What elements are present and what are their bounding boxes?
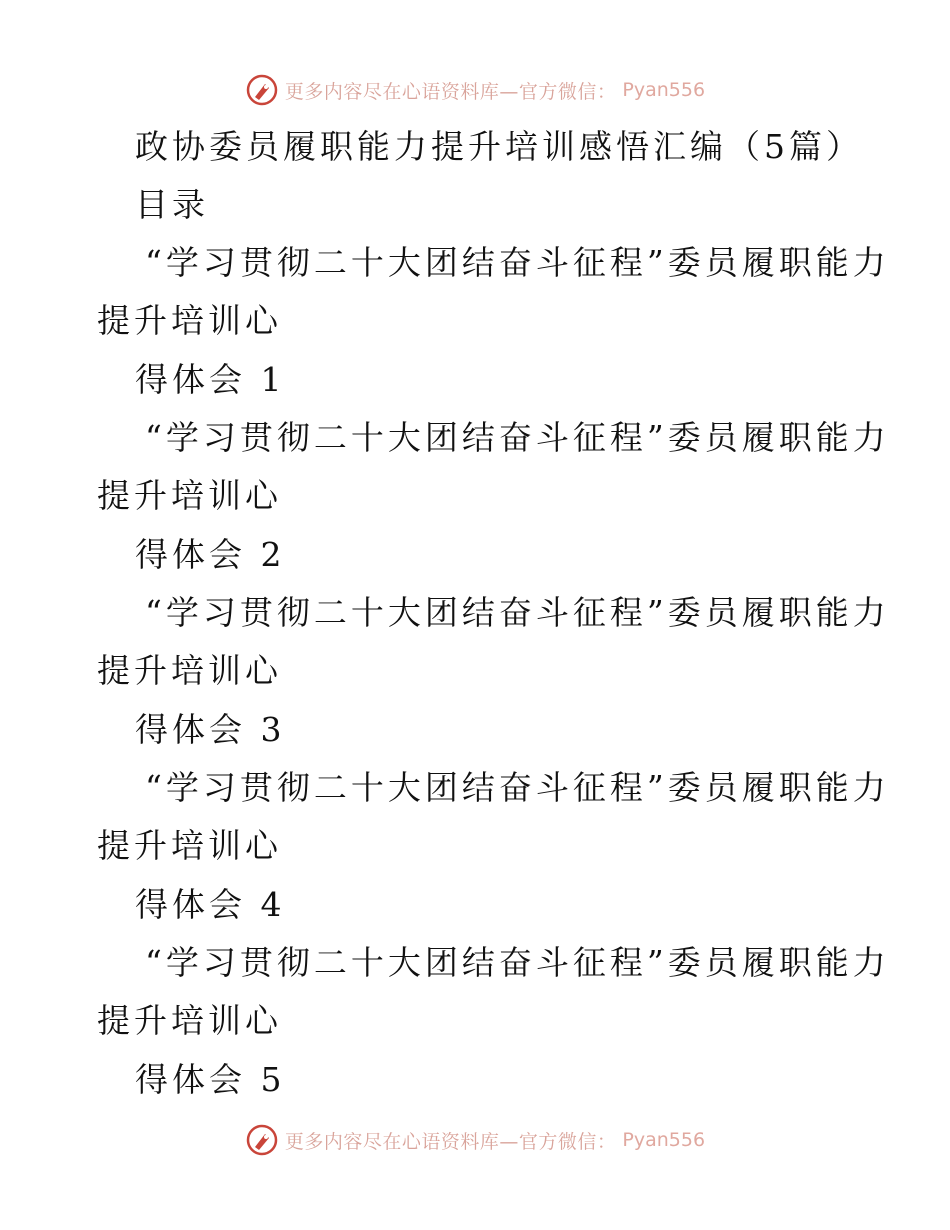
watermark-text: 更多内容尽在心语资料库—官方微信： bbox=[284, 80, 617, 103]
toc-heading: 目录 bbox=[135, 185, 209, 224]
pen-nib-logo-icon bbox=[245, 73, 279, 107]
toc-item-line[interactable]: 提升培训心 bbox=[97, 651, 282, 690]
toc-item-line[interactable]: 得体会 3 bbox=[135, 710, 286, 749]
toc-item-line[interactable]: 得体会 1 bbox=[135, 360, 286, 399]
header-watermark bbox=[0, 72, 950, 108]
toc-item-line[interactable]: 提升培训心 bbox=[97, 826, 282, 865]
toc-item-line[interactable]: 提升培训心 bbox=[97, 1001, 282, 1040]
watermark-wechat-id: Pyan556 bbox=[622, 79, 706, 101]
toc-item-line[interactable]: 得体会 5 bbox=[135, 1060, 286, 1099]
watermark-wechat-id: Pyan556 bbox=[622, 1129, 706, 1151]
document-title: 政协委员履职能力提升培训感悟汇编（5篇） bbox=[135, 127, 863, 166]
toc-item-line[interactable]: “学习贯彻二十大团结奋斗征程”委员履职能力 bbox=[145, 768, 890, 807]
toc-item-line[interactable]: 得体会 4 bbox=[135, 885, 286, 924]
toc-item-line[interactable]: “学习贯彻二十大团结奋斗征程”委员履职能力 bbox=[145, 243, 890, 282]
toc-item-line[interactable]: 提升培训心 bbox=[97, 476, 282, 515]
toc-item-line[interactable]: “学习贯彻二十大团结奋斗征程”委员履职能力 bbox=[145, 593, 890, 632]
pen-nib-logo-icon bbox=[245, 1123, 279, 1157]
toc-item-line[interactable]: 得体会 2 bbox=[135, 535, 286, 574]
toc-item-line[interactable]: 提升培训心 bbox=[97, 301, 282, 340]
toc-item-line[interactable]: “学习贯彻二十大团结奋斗征程”委员履职能力 bbox=[145, 418, 890, 457]
toc-item-line[interactable]: “学习贯彻二十大团结奋斗征程”委员履职能力 bbox=[145, 943, 890, 982]
footer-watermark bbox=[0, 1122, 950, 1158]
watermark-text: 更多内容尽在心语资料库—官方微信： bbox=[284, 1130, 617, 1153]
